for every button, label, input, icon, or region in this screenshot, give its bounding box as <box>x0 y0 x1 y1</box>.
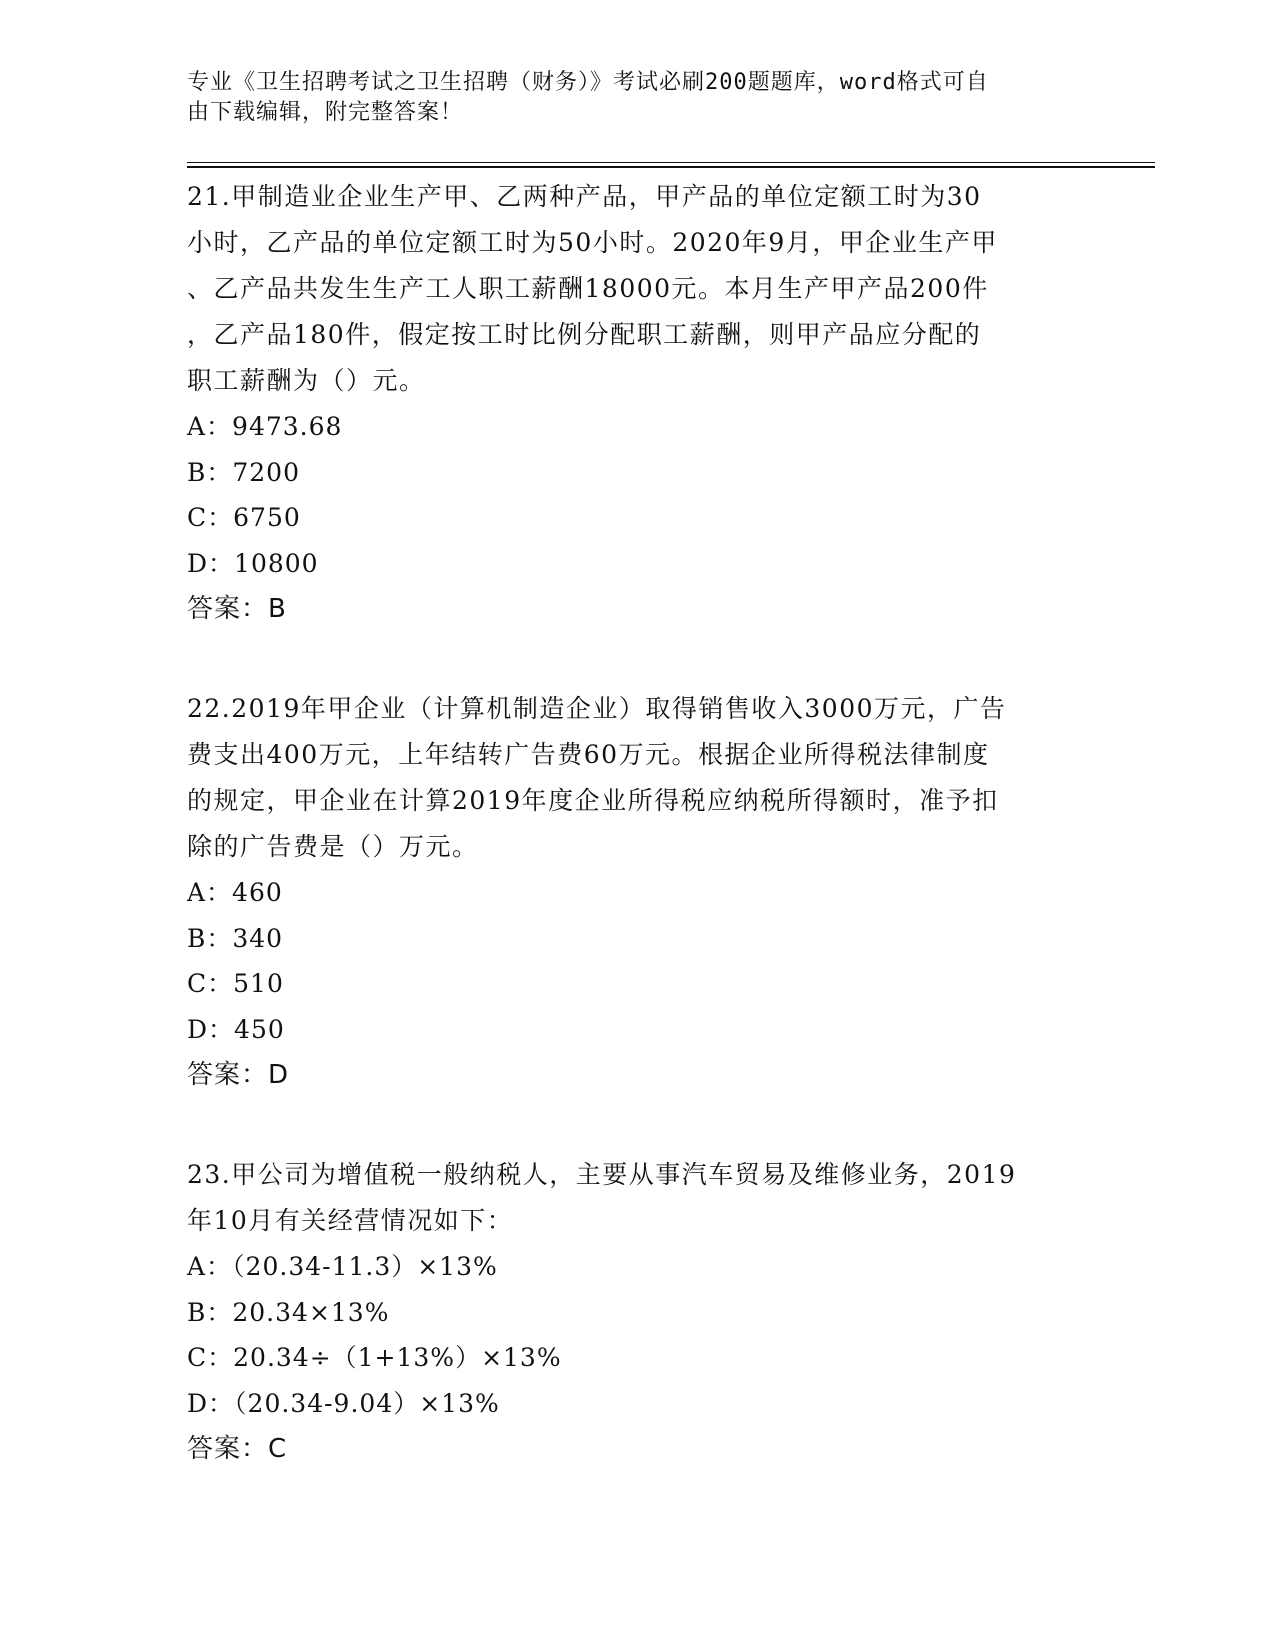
question-block-21 <box>187 174 1167 632</box>
option-b: B：7200 <box>187 457 300 487</box>
option-a: A：（20.34-11.3）×13% <box>187 1252 498 1281</box>
answer-line: 答案：D <box>187 1060 290 1090</box>
option-b: B：20.34×13% <box>187 1297 390 1327</box>
document-header: 专业《卫生招聘考试之卫生招聘（财务）》考试必刷200题题库，word格式可自 由下载编辑，附完整答案！ <box>187 70 989 125</box>
option-d: D：（20.34-9.04）×13% <box>187 1388 500 1418</box>
option-d: D：450 <box>187 1014 285 1044</box>
answer-line: 答案：C <box>187 1434 288 1464</box>
option-a: A：460 <box>187 878 283 907</box>
double-rule <box>187 162 1155 168</box>
question-block-23 <box>187 1152 1167 1472</box>
header-divider <box>187 162 1155 168</box>
option-c: C：6750 <box>187 503 301 532</box>
option-b: B：340 <box>187 923 284 953</box>
option-d: D：10800 <box>187 548 319 578</box>
option-c: C：510 <box>187 969 284 998</box>
question-stem: 21.甲制造业企业生产甲、乙两种产品，甲产品的单位定额工时为30 小时，乙产品的单位定额工时为50小时。2020年9月，甲企业生产甲 、乙产品共发生生产工人职工薪酬18000元。本月生产甲产品200件 ，乙产品180件，假定按工时比例分配职工薪酬，则甲产品应分配的 职工薪酬为（）元。 <box>187 182 998 395</box>
document-page <box>187 68 1167 1472</box>
question-stem: 22.2019年甲企业（计算机制造企业）取得销售收入3000万元，广告 费支出400万元，上年结转广告费60万元。根据企业所得税法律制度 的规定，甲企业在计算2019年度企业所得税应纳税所得额时，准予扣 除的广告费是（）万元。 <box>187 694 1007 861</box>
option-a: A：9473.68 <box>187 412 343 441</box>
option-c: C：20.34÷（1+13%）×13% <box>187 1343 562 1372</box>
answer-line: 答案：B <box>187 594 287 624</box>
question-stem: 23.甲公司为增值税一般纳税人，主要从事汽车贸易及维修业务，2019 年10月有关经营情况如下： <box>187 1160 1017 1235</box>
question-block-22 <box>187 686 1167 1098</box>
